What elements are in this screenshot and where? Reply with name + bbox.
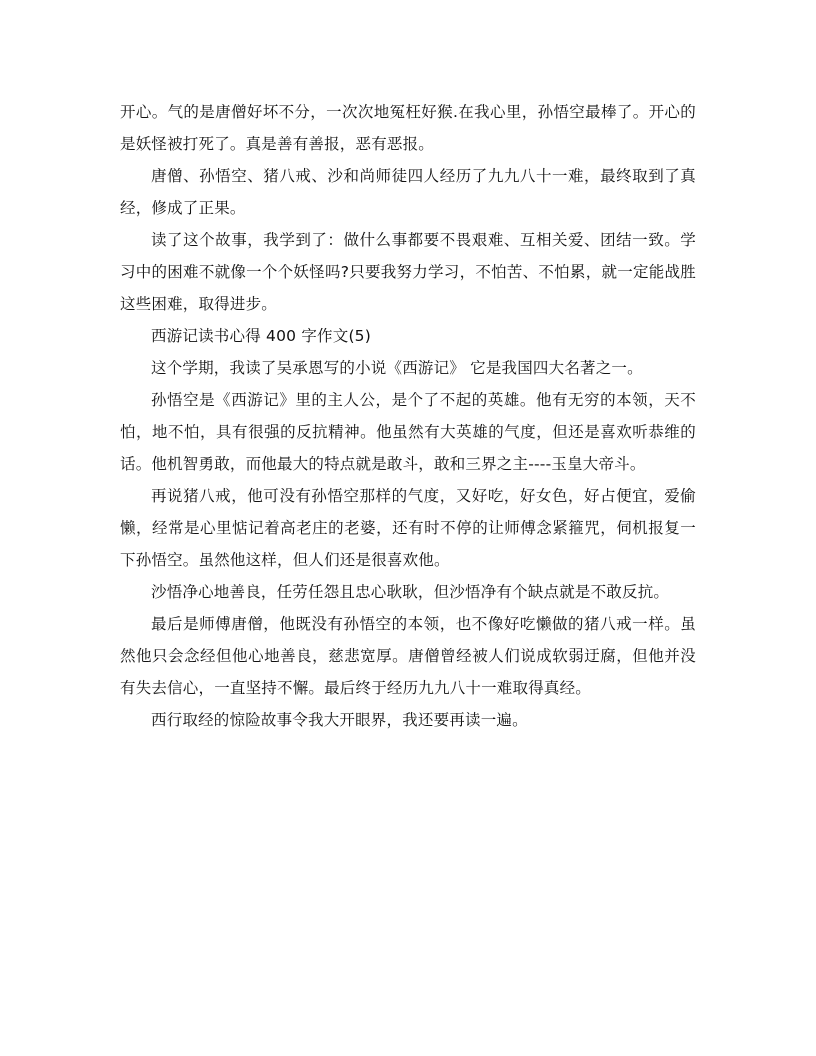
paragraph-sha-wujing: 沙悟净心地善良，任劳任怨且忠心耿耿，但沙悟净有个缺点就是不敢反抗。 [151,583,670,601]
paragraph-lesson: 读了这个故事，我学到了：做什么事都要不畏艰难、互相关爱、团结一致。学习中的困难不就像一个个妖怪吗?只要我努力学习，不怕苦、不怕累，就一定能战胜这些困难，取得进步。 [120,231,696,313]
paragraph-sun-wukong: 孙悟空是《西游记》里的主人公，是个了不起的英雄。他有无穷的本领，天不怕，地不怕，具有很强的反抗精神。他虽然有大英雄的气度，但还是喜欢听恭维的话。他机智勇敢，而他最大的特点就是敢斗，敢和三界之主----玉皇大帝斗。 [120,391,696,473]
section-heading: 西游记读书心得 400 字作文(5) [151,327,371,345]
document-page [120,96,696,736]
paragraph-conclusion: 西行取经的惊险故事令我大开眼界，我还要再读一遍。 [151,711,528,729]
paragraph-intro: 这个学期，我读了吴承恩写的小说《西游记》 它是我国四大名著之一。 [151,359,643,377]
paragraph-pilgrims: 唐僧、孙悟空、猪八戒、沙和尚师徒四人经历了九九八十一难，最终取到了真经，修成了正果。 [120,167,696,217]
paragraph-continuation: 开心。气的是唐僧好坏不分，一次次地冤枉好猴.在我心里，孙悟空最棒了。开心的是妖怪被打死了。真是善有善报，恶有恶报。 [120,103,696,153]
paragraph-tang-seng: 最后是师傅唐僧，他既没有孙悟空的本领，也不像好吃懒做的猪八戒一样。虽然他只会念经但他心地善良，慈悲宽厚。唐僧曾经被人们说成软弱迂腐，但他并没有失去信心，一直坚持不懈。最后终于经历九九八十一难取得真经。 [120,615,696,697]
paragraph-zhu-bajie: 再说猪八戒，他可没有孙悟空那样的气度，又好吃，好女色，好占便宜，爱偷懒，经常是心里惦记着高老庄的老婆，还有时不停的让师傅念紧箍咒，伺机报复一下孙悟空。虽然他这样，但人们还是很喜欢他。 [120,487,696,569]
